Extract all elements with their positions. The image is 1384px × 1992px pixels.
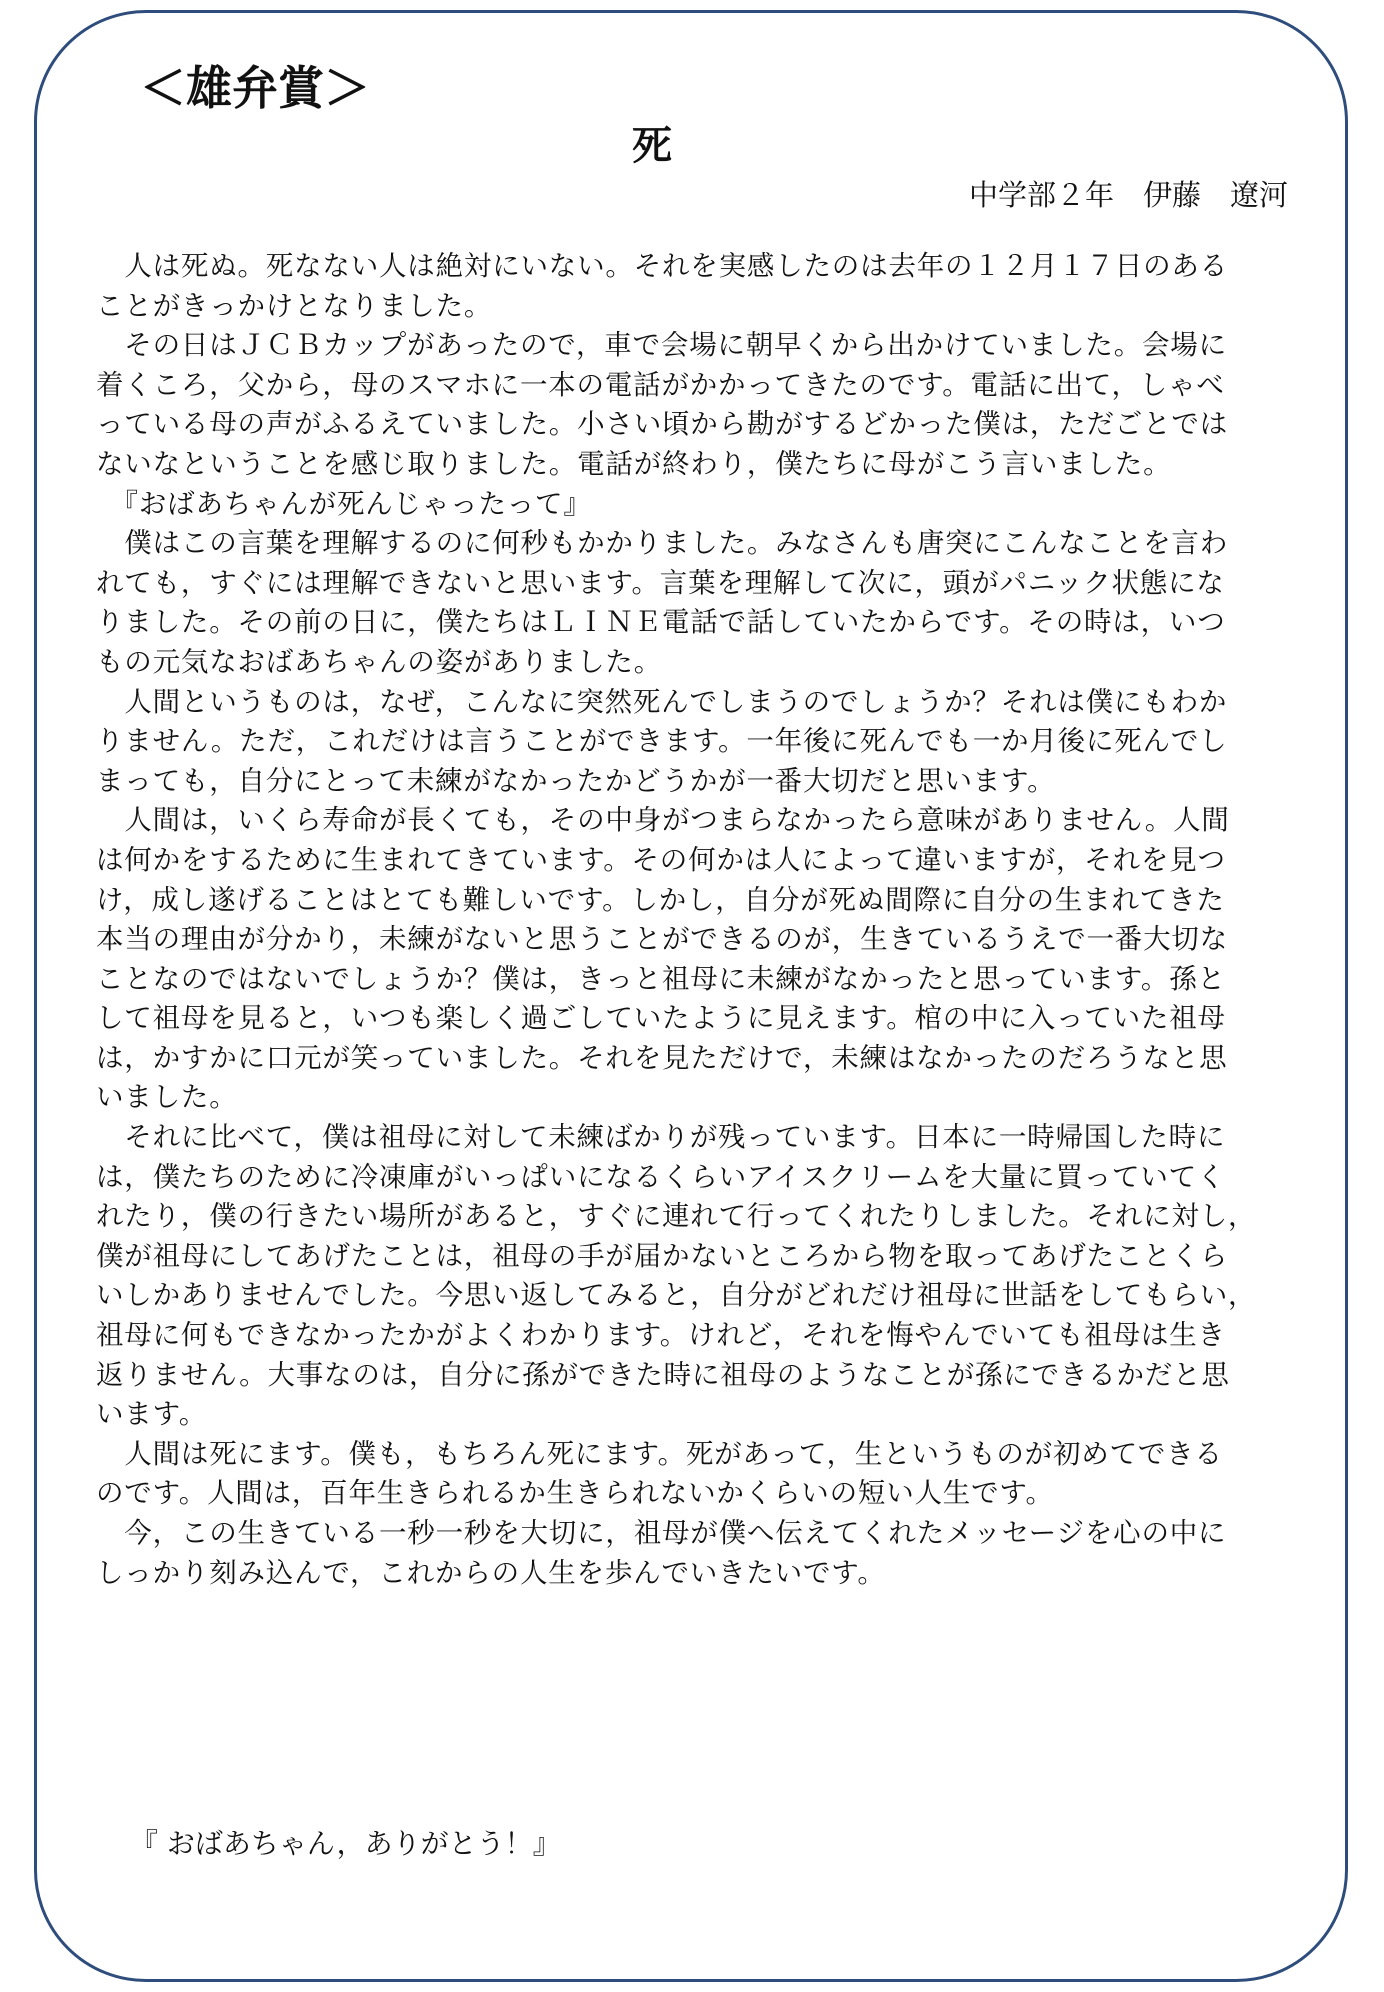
body-line: 人は死ぬ。死なない人は絶対にいない。それを実感したのは去年の１２月１７日のある — [96, 250, 1228, 282]
body-line: りました。その前の日に，僕たちはＬＩＮＥ電話で話していたからです。その時は，いつ — [96, 606, 1226, 639]
body-line: け，成し遂げることはとても難しいです。しかし，自分が死ぬ間際に自分の生まれてきた — [96, 883, 1225, 916]
award-heading: ＜雄弁賞＞ — [140, 61, 370, 115]
body-line: 僕はこの言葉を理解するのに何秒もかかりました。みなさんも唐突にこんなことを言わ — [96, 527, 1228, 560]
body-line: れたり，僕の行きたい場所があると，すぐに連れて行ってくれたりしました。それに対し， — [96, 1200, 1257, 1233]
essay-body — [96, 247, 1306, 1593]
body-line: ことなのではないでしょうか？僕は，きっと祖母に未練がなかったと思っています。孫と — [96, 962, 1226, 995]
body-line: ことがきっかけとなりました。 — [96, 289, 493, 322]
body-line: 人間というものは，なぜ，こんなに突然死んでしまうのでしょうか？それは僕にもわか — [96, 685, 1228, 718]
body-line: 人間は死にます。僕も，もちろん死にます。死があって，生というものが初めてできる — [96, 1437, 1223, 1470]
body-line: 祖母に何もできなかったかがよくわかります。けれど，それを悔やんでいても祖母は生き — [96, 1319, 1226, 1352]
body-line: もの元気なおばあちゃんの姿がありました。 — [96, 645, 662, 678]
body-line: して祖母を見ると，いつも楽しく過ごしていたように見えます。棺の中に入っていた祖母 — [96, 1002, 1226, 1035]
body-line: れても，すぐには理解できないと思います。言葉を理解して次に，頭がパニック状態にな — [96, 566, 1225, 599]
body-line: それに比べて，僕は祖母に対して未練ばかりが残っています。日本に一時帰国した時に — [96, 1121, 1226, 1154]
author-line: 中学部２年 伊藤 遼河 — [968, 178, 1288, 212]
closing-line: 『 おばあちゃん，ありがとう！』 — [130, 1827, 561, 1860]
body-line: いしかありませんでした。今思い返してみると，自分がどれだけ祖母に世話をしてもらい， — [96, 1279, 1257, 1312]
body-line: います。 — [96, 1398, 207, 1431]
body-line: 返りません。大事なのは，自分に孫ができた時に祖母のようなことが孫にできるかだと思 — [96, 1358, 1230, 1391]
body-line: っている母の声がふるえていました。小さい頃から勘がするどかった僕は，ただごとでは — [96, 408, 1228, 441]
body-line: りません。ただ，これだけは言うことができます。一年後に死んでも一か月後に死んでし — [96, 725, 1228, 758]
body-line: 人間は，いくら寿命が長くても，その中身がつまらなかったら意味がありません。人間 — [96, 804, 1230, 837]
body-line: ないなということを感じ取りました。電話が終わり，僕たちに母がこう言いました。 — [96, 447, 1172, 480]
body-line: は，かすかに口元が笑っていました。それを見ただけで，未練はなかったのだろうなと思 — [96, 1041, 1228, 1074]
body-line: その日はＪＣＢカップがあったので，車で会場に朝早くから出かけていました。会場に — [96, 329, 1227, 362]
body-line: 『おばあちゃんが死んじゃったって』 — [96, 487, 592, 520]
body-line: しっかり刻み込んで，これからの人生を歩んでいきたいです。 — [96, 1556, 886, 1589]
body-line: 本当の理由が分かり，未練がないと思うことができるのが，生きているうえで一番大切な — [96, 923, 1228, 956]
body-line: いました。 — [96, 1081, 238, 1114]
body-line: まっても，自分にとって未練がなかったかどうかが一番大切だと思います。 — [96, 764, 1056, 797]
body-line: 今，この生きている一秒一秒を大切に，祖母が僕へ伝えてくれたメッセージを心の中に — [96, 1517, 1227, 1549]
body-line: 僕が祖母にしてあげたことは，祖母の手が届かないところから物を取ってあげたことくら — [96, 1239, 1228, 1272]
body-line: は何かをするために生まれてきています。その何かは人によって違いますが，それを見つ — [96, 843, 1226, 876]
body-line: は，僕たちのために冷凍庫がいっぱいになるくらいアイスクリームを大量に買っていてく — [96, 1160, 1226, 1193]
body-line: のです。人間は，百年生きられるか生きられないかくらいの短い人生です。 — [96, 1477, 1054, 1510]
essay-title: 死 — [632, 123, 672, 169]
body-line: 着くころ，父から，母のスマホに一本の電話がかかってきたのです。電話に出て，しゃべ — [96, 368, 1225, 401]
